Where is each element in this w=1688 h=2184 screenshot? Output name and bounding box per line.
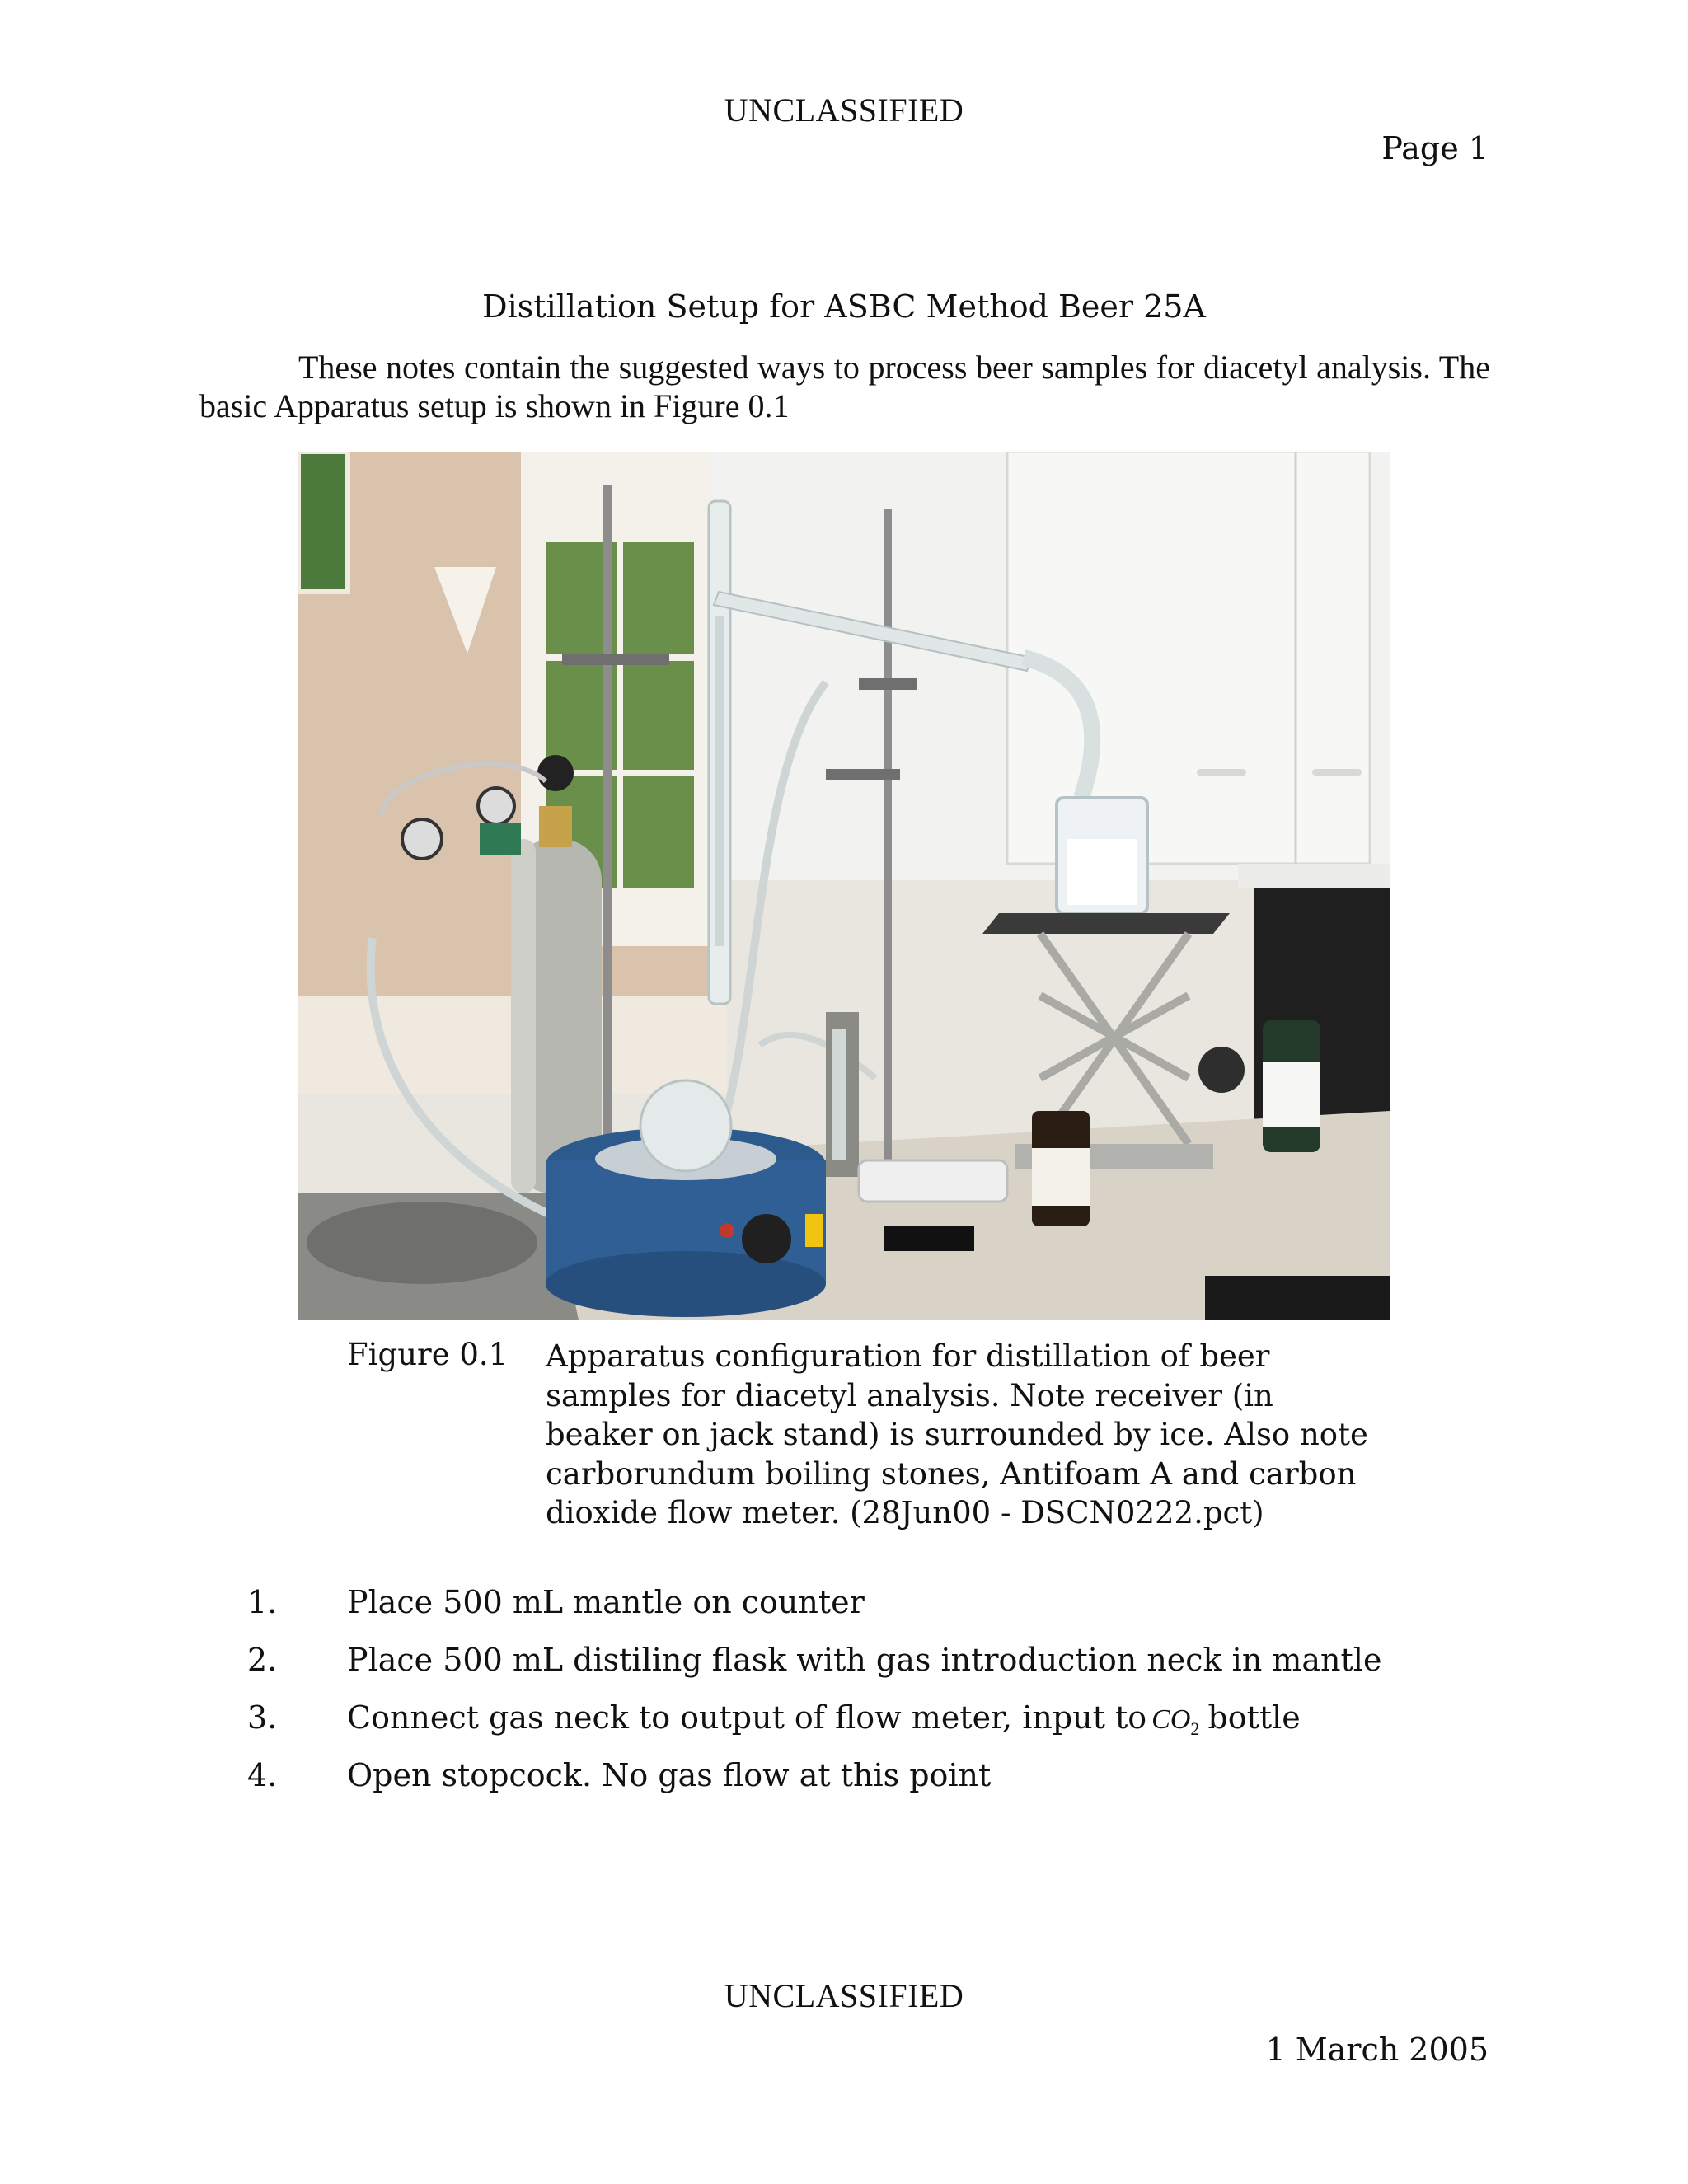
classification-header: UNCLASSIFIED	[724, 91, 964, 129]
step-number: 2.	[247, 1642, 278, 1678]
step-text-after: bottle	[1207, 1699, 1301, 1736]
formula-subscript: 2	[1190, 1718, 1200, 1739]
document-title: Distillation Setup for ASBC Method Beer 25A	[482, 288, 1206, 325]
apparatus-photo	[298, 452, 1390, 1320]
figure-label: Figure 0.1	[347, 1337, 509, 1372]
formula-main: CO	[1151, 1704, 1191, 1735]
list-item	[247, 1638, 1484, 1695]
list-item	[247, 1695, 1484, 1753]
step-text	[347, 1695, 1301, 1751]
step-text: Place 500 mL distiling flask with gas introduction neck in mantle	[347, 1642, 1382, 1678]
figure-caption: Apparatus configuration for distillation of beer samples for diacetyl analysis. Note receiver (in beaker on jack stand) is surrounded by ice. Also note carborundum boiling stones, Antifoam A and carbon dioxide flow meter. (28Jun00 - DSCN0222.pct)	[546, 1338, 1368, 1530]
procedure-steps	[247, 1580, 1484, 1811]
co2-formula	[1151, 1704, 1200, 1739]
document-date: 1 March 2005	[1265, 2032, 1489, 2068]
step-text-before: Connect gas neck to output of flow meter, input to	[347, 1699, 1147, 1736]
step-text: Open stopcock. No gas flow at this point	[347, 1757, 992, 1793]
step-number: 3.	[247, 1699, 278, 1736]
step-text: Place 500 mL mantle on counter	[347, 1584, 865, 1620]
list-item	[247, 1753, 1484, 1811]
page-number: Page 1	[1381, 130, 1489, 166]
step-number: 4.	[247, 1757, 278, 1793]
intro-paragraph: These notes contain the suggested ways to process beer samples for diacetyl analysis. The basic Apparatus setup is shown in Figure 0.1	[199, 349, 1490, 424]
step-number: 1.	[247, 1584, 278, 1620]
classification-footer: UNCLASSIFIED	[724, 1977, 964, 2014]
list-item	[247, 1580, 1484, 1638]
